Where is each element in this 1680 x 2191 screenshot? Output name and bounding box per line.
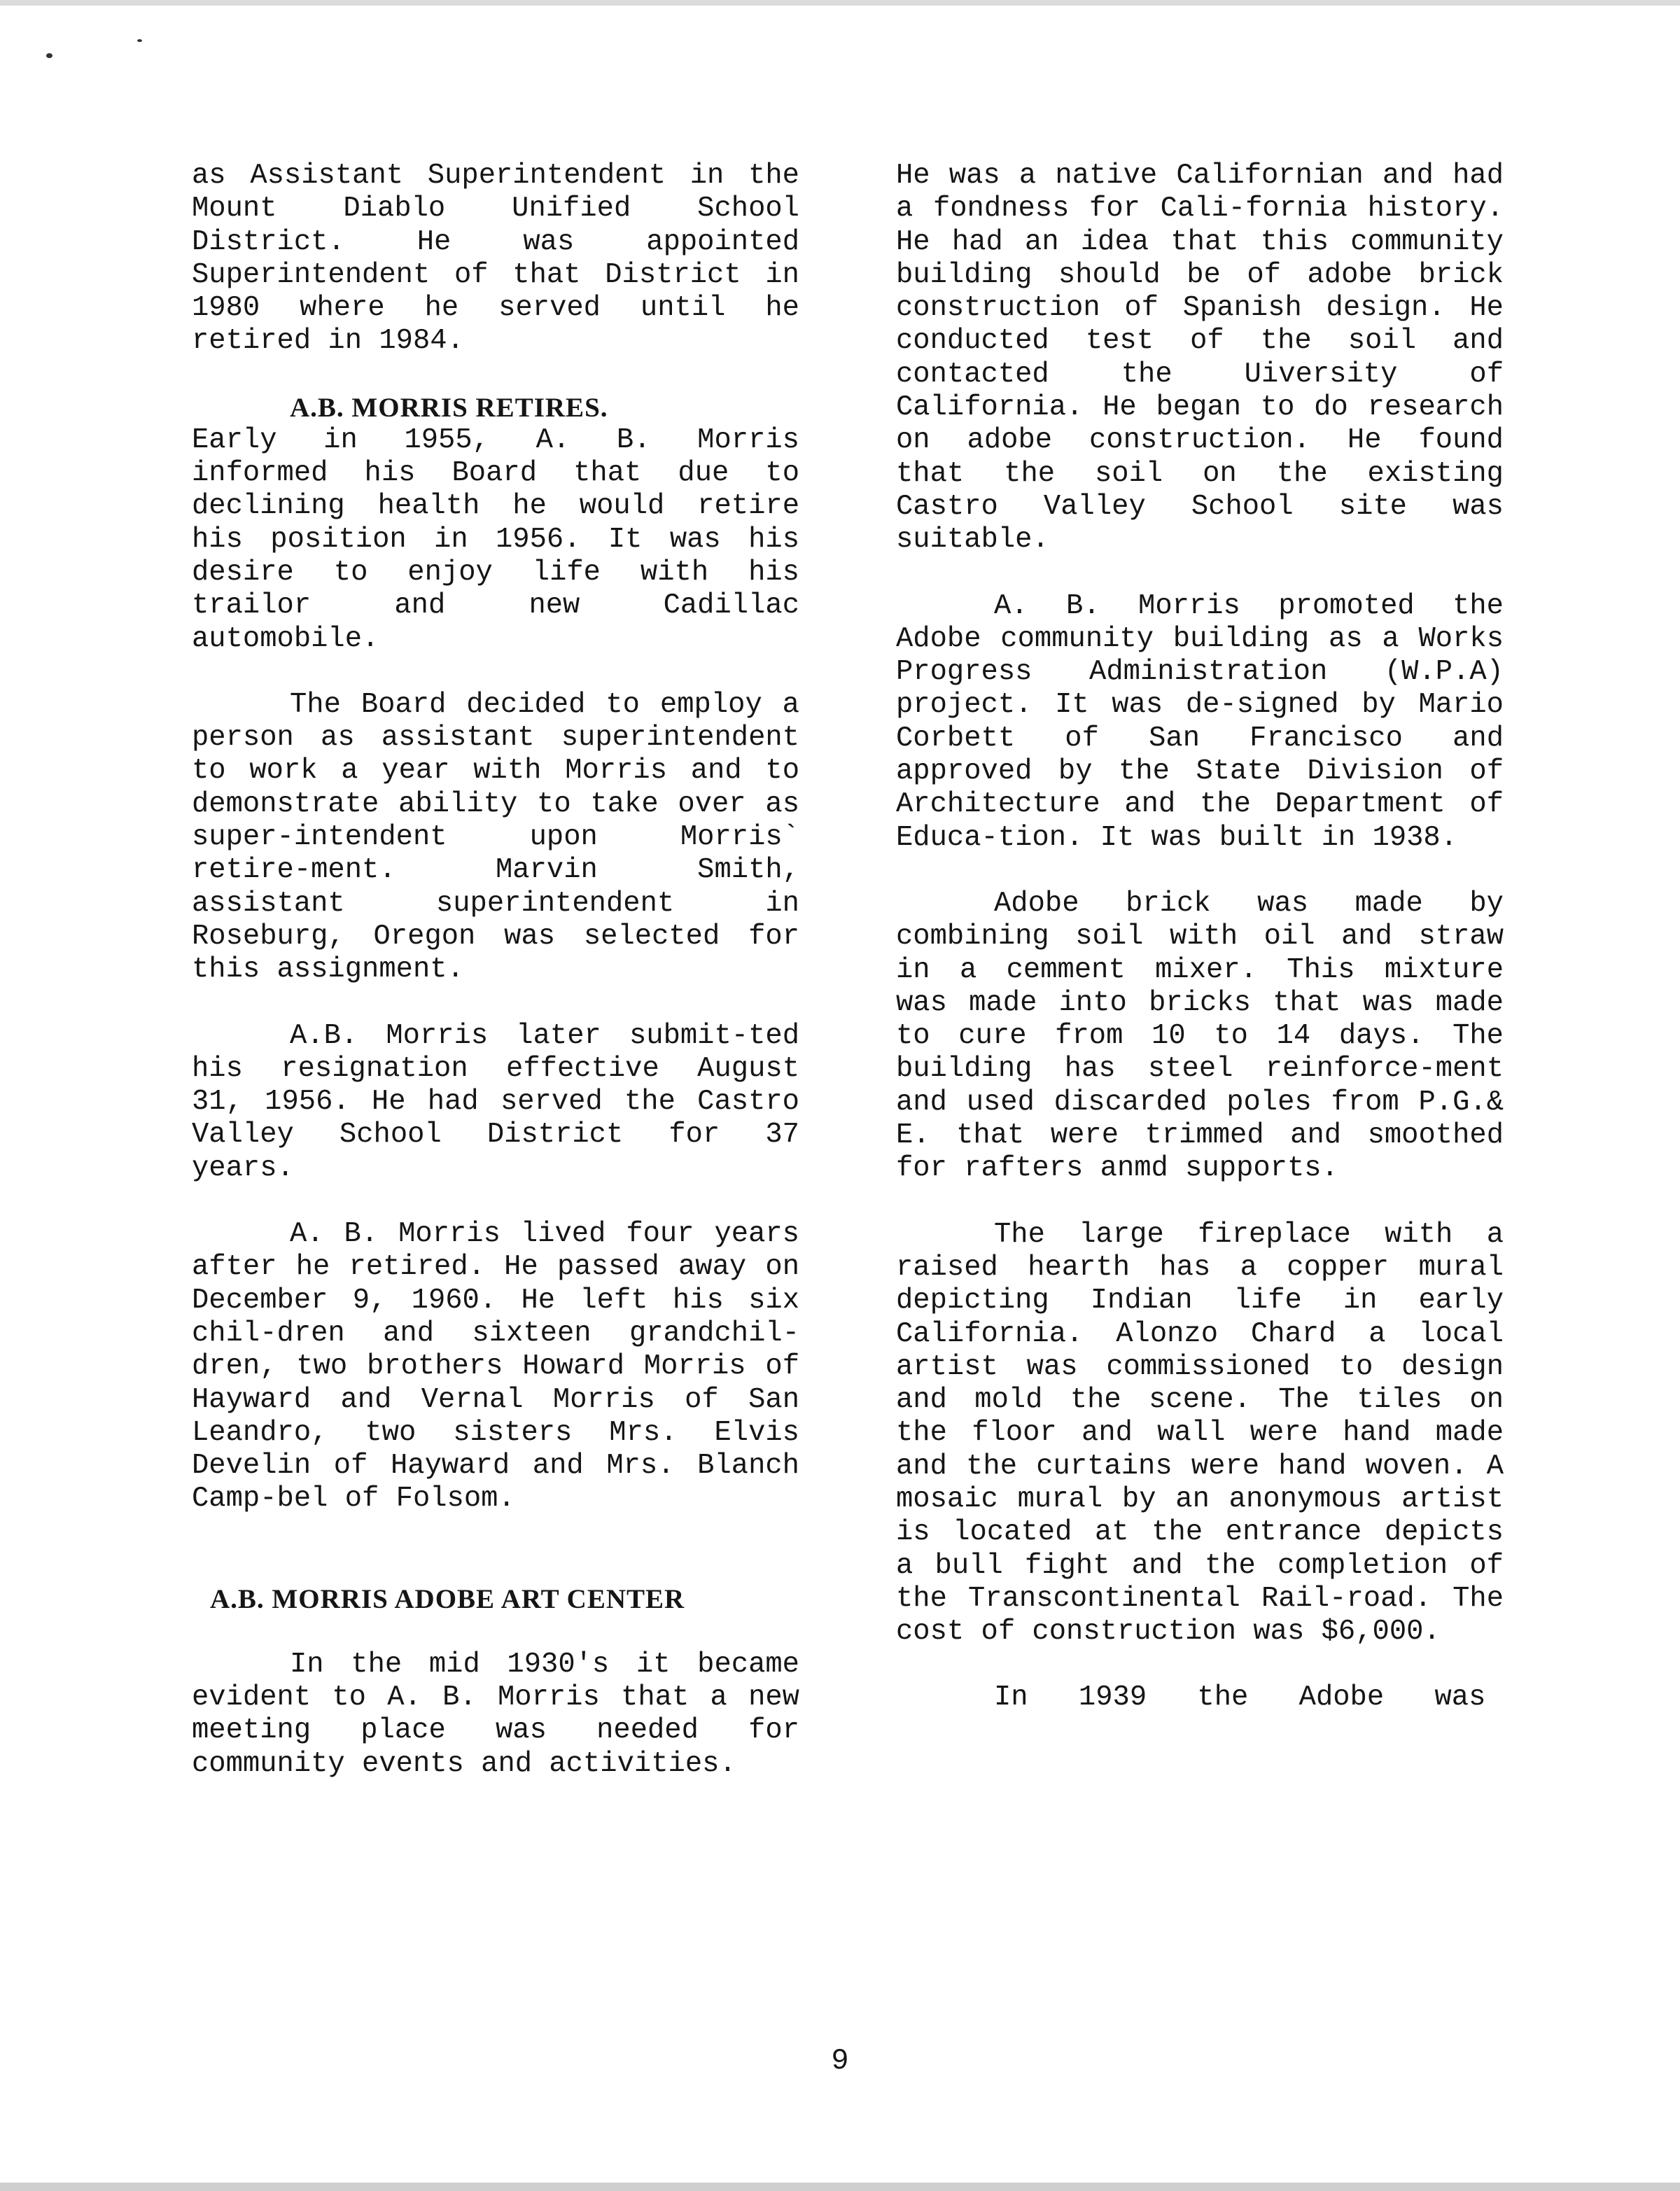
wpa-paragraph: A. B. Morris promoted the Adobe community building as a Works Progress Administration (W.P.A) project. It was de-signed by Mario Corbett of San Francisco and approved by the State Division of Architecture and the Department of Educa-tion. It was built in 1938. (896, 589, 1504, 854)
heading-adobe-art-center: A.B. MORRIS ADOBE ART CENTER (210, 1583, 685, 1614)
adobe-intro-paragraph: In the mid 1930's it became evident to A. B. Morris that a new meeting place was needed for community events and activities. (192, 1648, 799, 1780)
closing-fragment: In 1939 the Adobe was (994, 1681, 1486, 1714)
left-column (192, 160, 799, 1781)
retires-paragraph: Early in 1955, A. B. Morris informed his Board that due to declining health he would retire his position in 1956. It was his desire to enjoy life with his trailor and new Cadillac automobile. (192, 424, 799, 655)
fireplace-paragraph: The large fireplace with a raised hearth has a copper mural depicting Indian life in early California. Alonzo Chard a local artist was commissioned to design and mold the scene. The tiles on the floor and wall were hand made and the curtains were hand woven. A mosaic mural by an anonymous artist is located at the entrance depicts a bull fight and the completion of the Transcontinental Rail-road. The cost of construction was $6,000. (896, 1218, 1504, 1648)
right-column (896, 160, 1504, 1715)
scan-speck (46, 53, 52, 58)
board-paragraph: The Board decided to employ a person as assistant superintendent to work a year with Morris and to demonstrate ability to take over as super-intendent upon Morris` retire-ment. Marvin Smith, assistant superintendent in Roseburg, Oregon was selected for this assignment. (192, 688, 799, 986)
intro-paragraph: as Assistant Superintendent in the Mount Diablo Unified School District. He was appointed Superintendent of that District in 1980 where he served until he retired in 1984. (192, 160, 799, 358)
scan-speck (137, 39, 142, 42)
native-paragraph: He was a native Californian and had a fondness for Cali-fornia history. He had an idea that this community building should be of adobe brick construction of Spanish design. He conducted test of the soil and contacted the Uiversity of California. He began to do research on adobe construction. He found that the soil on the existing Castro Valley School site was suitable. (896, 160, 1504, 556)
page-top-edge (0, 0, 1680, 6)
page-bottom-edge (0, 2183, 1680, 2191)
heading-morris-retires: A.B. MORRIS RETIRES. (290, 392, 608, 423)
page-number: 9 (831, 2044, 849, 2078)
resignation-paragraph: A.B. Morris later submit-ted his resignation effective August 31, 1956. He had served the Castro Valley School District for 37 years. (192, 1019, 799, 1184)
family-paragraph: A. B. Morris lived four years after he retired. He passed away on December 9, 1960. He left his six chil-dren and sixteen grandchil-dren, two brothers Howard Morris of Hayward and Vernal Morris of San Leandro, two sisters Mrs. Elvis Develin of Hayward and Mrs. Blanch Camp-bel of Folsom. (192, 1218, 799, 1516)
brick-paragraph: Adobe brick was made by combining soil with oil and straw in a cemment mixer. This mixture was made into bricks that was made to cure from 10 to 14 days. The building has steel reinforce-ment and used discarded poles from P.G.& E. that were trimmed and smoothed for rafters anmd supports. (896, 887, 1504, 1185)
